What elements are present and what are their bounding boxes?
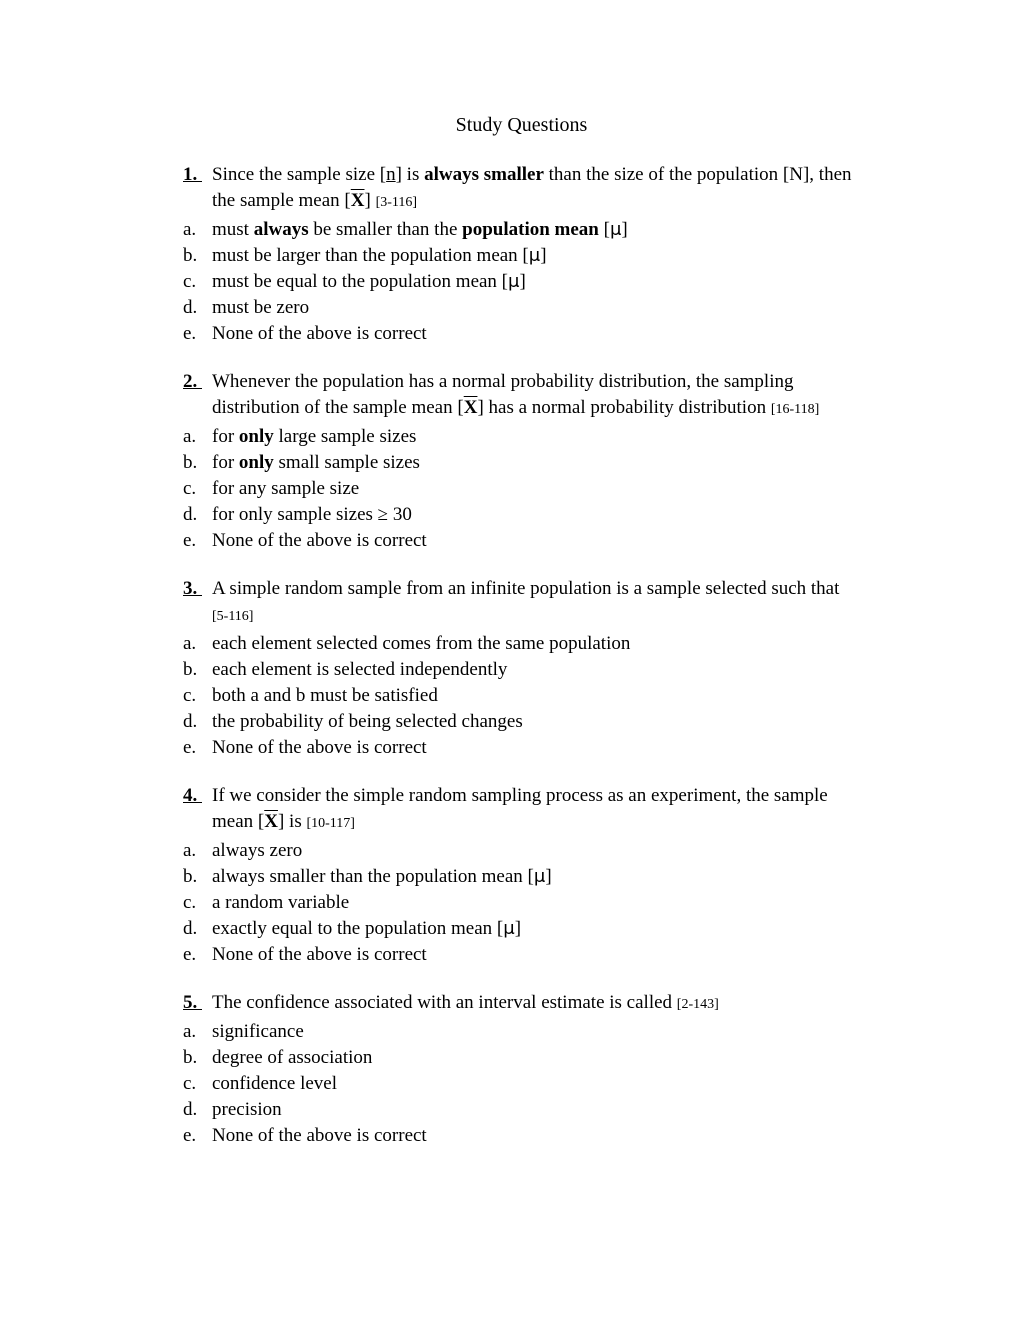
option-letter: d. [183,918,198,939]
text-run: than the size of the population [N], then the sample mean [ [212,164,852,211]
text-run: ] has a normal probability distribution [477,397,771,418]
answer-option [183,1123,860,1149]
text-run: always smaller [424,164,544,185]
text-run: ] [514,918,522,939]
option-text [212,657,860,683]
reference-tag: [5-116] [212,609,254,624]
text-run: small sample sizes [273,452,420,473]
question-3 [183,576,860,761]
question-stem [183,783,860,837]
option-letter: a. [183,219,197,240]
mu-symbol: μ [609,219,622,240]
option-text [212,890,860,916]
option-letter: b. [183,452,198,473]
option-text [212,528,860,554]
answer-option [183,657,860,683]
option-text [212,1097,860,1123]
text-run: [ [598,219,610,240]
mu-symbol: μ [533,866,546,887]
text-run: None of the above is correct [212,323,427,344]
answer-option [183,502,860,528]
answer-option [183,942,860,968]
option-text [212,295,860,321]
x-bar-symbol: $\overline{X}$ [350,190,365,211]
option-letter: e. [183,530,197,551]
options-list [183,217,860,347]
answer-option [183,631,860,657]
text-run: only [238,426,274,447]
x-bar-symbol: $\overline{X}$ [264,811,278,832]
page-title: Study Questions [455,114,588,136]
text-run: The confidence associated with an interval estimate is called [212,992,677,1013]
text-run: must be zero [212,297,310,318]
option-text [212,631,860,657]
option-letter: c. [183,271,197,292]
text-run: always [253,219,309,240]
answer-option [183,1071,860,1097]
question-number: 3. [183,578,202,599]
reference-tag: [2-143] [676,997,719,1012]
option-letter: e. [183,323,197,344]
option-letter: b. [183,245,198,266]
answer-option [183,295,860,321]
option-letter: e. [183,737,197,758]
answer-option [183,890,860,916]
option-text [212,476,860,502]
answer-option [183,864,860,890]
option-letter: c. [183,478,197,499]
text-run: each element is selected independently [212,659,508,680]
option-letter: d. [183,297,198,318]
answer-option [183,269,860,295]
option-text [212,424,860,450]
reference-tag: [10-117] [306,816,355,831]
text-run: population mean [462,219,599,240]
text-run: ] is [277,811,307,832]
option-text [212,450,860,476]
mu-symbol: μ [503,918,515,939]
text-run: ] [519,271,526,292]
text-run: ] [364,190,376,211]
question-stem [183,576,860,630]
question-2 [183,369,860,554]
option-letter: d. [183,1099,198,1120]
text-run: None of the above is correct [212,737,427,758]
option-text [212,217,860,243]
option-letter: c. [183,892,197,913]
questions-list [183,162,860,1149]
text-run: Whenever the population has a normal probability distribution, the sampling distribution of the sample mean [ [212,371,794,418]
text-run: ] [621,219,628,240]
option-text [212,321,860,347]
option-text [212,735,860,761]
options-list [183,631,860,761]
text-run: always zero [212,840,303,861]
option-letter: a. [183,1021,197,1042]
text-run: None of the above is correct [212,944,427,965]
answer-option [183,1019,860,1045]
answer-option [183,243,860,269]
answer-option [183,217,860,243]
answer-option [183,838,860,864]
option-letter: d. [183,504,198,525]
text-run: A simple random sample from an infinite population is a sample selected such that [212,578,840,599]
text-run: significance [212,1021,304,1042]
option-text [212,916,860,942]
text-run: None of the above is correct [212,530,427,551]
option-text [212,864,860,890]
text-run: the probability of being selected changes [212,711,523,732]
text-run: for [212,426,239,447]
text-run: must [212,219,254,240]
option-letter: e. [183,1125,197,1146]
option-text [212,1045,860,1071]
text-run: n [386,164,396,185]
options-list [183,424,860,554]
text-run: always smaller than the population mean [ [212,866,534,887]
answer-option [183,683,860,709]
option-text [212,1123,860,1149]
text-run: ] is [395,164,425,185]
reference-tag: [3-116] [375,195,418,210]
option-text [212,1071,860,1097]
mu-symbol: μ [508,271,520,292]
question-stem [183,990,860,1018]
text-run: must be larger than the population mean [ [212,245,529,266]
answer-option [183,1097,860,1123]
option-letter: a. [183,633,197,654]
text-run: degree of association [212,1047,373,1068]
question-stem [183,162,860,216]
answer-option [183,450,860,476]
answer-option [183,735,860,761]
option-letter: a. [183,426,197,447]
question-5 [183,990,860,1149]
text-run: large sample sizes [273,426,417,447]
question-1 [183,162,860,347]
mu-symbol: μ [528,245,541,266]
option-text [212,709,860,735]
option-text [212,502,860,528]
text-run: confidence level [212,1073,338,1094]
option-letter: b. [183,659,198,680]
text-run: If we consider the simple random sampling process as an experiment, the sample mean [ [212,785,828,832]
option-letter: e. [183,944,197,965]
option-text [212,942,860,968]
text-run: for [212,452,239,473]
question-number: 1. [183,164,202,185]
question-stem [183,369,860,423]
answer-option [183,424,860,450]
option-letter: a. [183,840,197,861]
text-run: precision [212,1099,282,1120]
options-list [183,838,860,968]
question-4 [183,783,860,968]
x-bar-symbol: $\overline{X}$ [463,397,478,418]
options-list [183,1019,860,1149]
text-run: ] [540,245,547,266]
option-letter: c. [183,1073,197,1094]
option-text [212,683,860,709]
text-run: only [238,452,274,473]
text-run: each element selected comes from the same population [212,633,631,654]
option-text [212,838,860,864]
option-letter: b. [183,1047,198,1068]
answer-option [183,709,860,735]
answer-option [183,1045,860,1071]
question-number: 5. [183,992,202,1013]
question-number: 2. [183,371,202,392]
text-run: Since the sample size [ [212,164,387,185]
text-run: a random variable [212,892,350,913]
option-letter: d. [183,711,198,732]
answer-option [183,916,860,942]
reference-tag: [16-118] [770,402,820,417]
answer-option [183,321,860,347]
text-run: for any sample size [212,478,360,499]
text-run: exactly equal to the population mean [ [212,918,504,939]
text-run: be smaller than the [308,219,463,240]
text-run: both a and b must be satisfied [212,685,438,706]
option-letter: b. [183,866,198,887]
option-text [212,1019,860,1045]
option-text [212,269,860,295]
text-run: None of the above is correct [212,1125,427,1146]
answer-option [183,528,860,554]
text-run: must be equal to the population mean [ [212,271,509,292]
answer-option [183,476,860,502]
option-text [212,243,860,269]
text-run: ] [545,866,552,887]
option-letter: c. [183,685,197,706]
question-number: 4. [183,785,202,806]
text-run: for only sample sizes ≥ 30 [212,504,412,525]
